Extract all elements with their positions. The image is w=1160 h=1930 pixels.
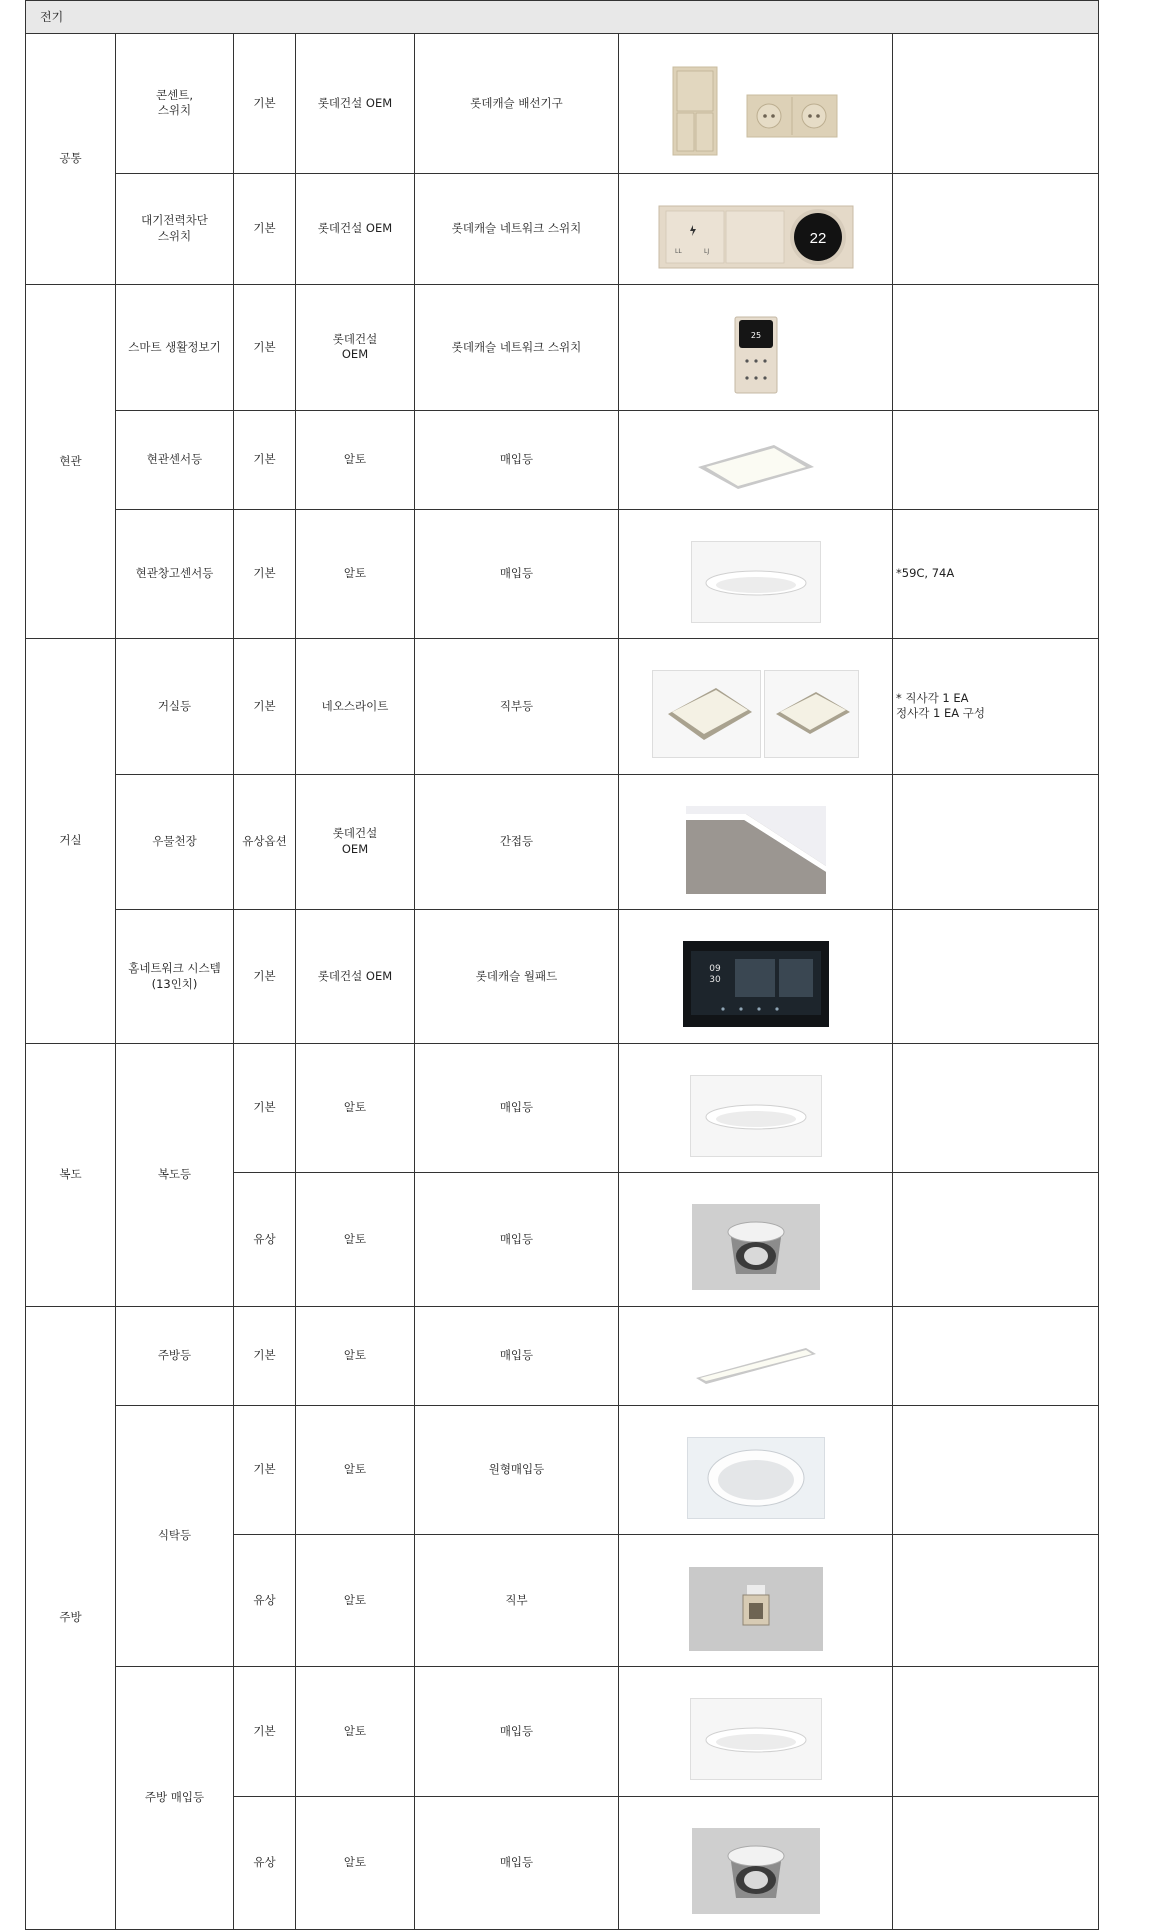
supplier-cell: 롯데건설 OEM <box>296 285 415 411</box>
desc-cell: 직부 <box>415 1535 619 1667</box>
desc-cell: 매입등 <box>415 1667 619 1797</box>
image-cell <box>619 910 893 1044</box>
image-cell <box>619 1796 893 1930</box>
note-cell <box>893 1306 1099 1405</box>
smart-info-panel-icon <box>734 301 778 410</box>
grade-cell: 유상 <box>234 1535 296 1667</box>
image-cell <box>619 1667 893 1797</box>
thermostat-display: 22 <box>809 229 826 247</box>
image-cell <box>619 1043 893 1173</box>
table-row <box>26 1306 1099 1405</box>
note-cell <box>893 1043 1099 1173</box>
supplier-cell: 알토 <box>296 1535 415 1667</box>
note-cell <box>893 1667 1099 1797</box>
grade-cell: 유상 <box>234 1796 296 1930</box>
table-row <box>26 639 1099 775</box>
electrical-spec-table <box>25 0 1099 1930</box>
switch-outlet-icon <box>671 50 841 173</box>
supplier-cell: 알토 <box>296 1796 415 1930</box>
svg-text:LJ: LJ <box>703 247 709 255</box>
desc-cell: 매입등 <box>415 1796 619 1930</box>
note-cell <box>893 410 1099 509</box>
svg-text:LL: LL <box>674 247 682 255</box>
image-cell <box>619 1173 893 1307</box>
desc-cell: 매입등 <box>415 1043 619 1173</box>
item-cell: 홈네트워크 시스템 (13인치) <box>116 910 234 1044</box>
linear-panel-light-icon <box>694 1326 818 1401</box>
supplier-cell: 롯데건설 OEM <box>296 173 415 285</box>
supplier-cell: 네오스라이트 <box>296 639 415 775</box>
note-cell <box>893 910 1099 1044</box>
standby-power-switch-panel-icon <box>658 189 854 284</box>
image-cell <box>619 1405 893 1535</box>
image-cell <box>619 1535 893 1667</box>
note-cell: *59C, 74A <box>893 509 1099 639</box>
desc-cell: 롯데캐슬 네트워크 스위치 <box>415 173 619 285</box>
supplier-cell: 알토 <box>296 1405 415 1535</box>
desc-cell: 매입등 <box>415 410 619 509</box>
ceiling-light-pair-icon <box>652 655 860 774</box>
item-cell: 콘센트, 스위치 <box>116 34 234 174</box>
image-cell <box>619 774 893 910</box>
table-row <box>26 910 1099 1044</box>
desc-cell: 롯데캐슬 네트워크 스위치 <box>415 285 619 411</box>
supplier-cell: 알토 <box>296 509 415 639</box>
note-cell <box>893 173 1099 285</box>
supplier-cell: 롯데건설 OEM <box>296 34 415 174</box>
supplier-cell: 알토 <box>296 1306 415 1405</box>
cove-ceiling-light-icon <box>686 790 826 909</box>
square-panel-light-icon <box>694 428 818 507</box>
note-cell <box>893 1796 1099 1930</box>
supplier-cell: 알토 <box>296 410 415 509</box>
round-downlight-icon <box>690 1059 822 1172</box>
room-cell: 현관 <box>26 285 116 639</box>
room-cell: 거실 <box>26 639 116 1044</box>
item-cell: 대기전력차단 스위치 <box>116 173 234 285</box>
image-cell <box>619 34 893 174</box>
item-cell: 스마트 생활정보기 <box>116 285 234 411</box>
grade-cell: 기본 <box>234 1667 296 1797</box>
grade-cell: 기본 <box>234 173 296 285</box>
grade-cell: 기본 <box>234 34 296 174</box>
section-title: 전기 <box>26 1 1099 34</box>
item-cell: 현관창고센서등 <box>116 509 234 639</box>
room-cell: 공통 <box>26 34 116 285</box>
table-row <box>26 34 1099 174</box>
grade-cell: 기본 <box>234 1306 296 1405</box>
item-cell: 현관센서등 <box>116 410 234 509</box>
desc-cell: 직부등 <box>415 639 619 775</box>
surface-spot-light-icon <box>689 1551 823 1666</box>
item-cell: 복도등 <box>116 1043 234 1306</box>
note-cell <box>893 1405 1099 1535</box>
table-row <box>26 1043 1099 1173</box>
supplier-cell: 롯데건설 OEM <box>296 774 415 910</box>
grade-cell: 유상옵션 <box>234 774 296 910</box>
supplier-cell: 알토 <box>296 1173 415 1307</box>
image-cell <box>619 410 893 509</box>
note-cell: * 직사각 1 EA 정사각 1 EA 구성 <box>893 639 1099 775</box>
thermo-readout: 25 <box>750 331 761 341</box>
note-cell <box>893 285 1099 411</box>
wallpad-screen-icon <box>683 926 829 1043</box>
grade-cell: 유상 <box>234 1173 296 1307</box>
table-row <box>26 509 1099 639</box>
desc-cell: 롯데캐슬 월패드 <box>415 910 619 1044</box>
note-cell <box>893 34 1099 174</box>
image-cell <box>619 173 893 285</box>
table-row <box>26 285 1099 411</box>
item-cell: 식탁등 <box>116 1405 234 1666</box>
note-cell <box>893 1173 1099 1307</box>
image-cell <box>619 1306 893 1405</box>
note-cell <box>893 1535 1099 1667</box>
table-row <box>26 173 1099 285</box>
supplier-cell: 롯데건설 OEM <box>296 910 415 1044</box>
chrome-downlight-icon <box>692 1812 820 1929</box>
desc-cell: 원형매입등 <box>415 1405 619 1535</box>
grade-cell: 기본 <box>234 639 296 775</box>
grade-cell: 기본 <box>234 285 296 411</box>
supplier-cell: 알토 <box>296 1043 415 1173</box>
room-cell: 복도 <box>26 1043 116 1306</box>
item-cell: 주방 매입등 <box>116 1667 234 1930</box>
note-cell <box>893 774 1099 910</box>
desc-cell: 롯데캐슬 배선기구 <box>415 34 619 174</box>
grade-cell: 기본 <box>234 910 296 1044</box>
item-cell: 주방등 <box>116 1306 234 1405</box>
chrome-downlight-icon <box>692 1189 820 1306</box>
item-cell: 거실등 <box>116 639 234 775</box>
desc-cell: 매입등 <box>415 509 619 639</box>
grade-cell: 기본 <box>234 1043 296 1173</box>
image-cell <box>619 285 893 411</box>
table-row <box>26 410 1099 509</box>
svg-text:30: 30 <box>708 975 721 986</box>
round-downlight-icon <box>691 525 821 638</box>
table-row <box>26 774 1099 910</box>
table-row <box>26 1667 1099 1797</box>
item-cell: 우물천장 <box>116 774 234 910</box>
grade-cell: 기본 <box>234 509 296 639</box>
grade-cell: 기본 <box>234 1405 296 1535</box>
round-downlight-icon <box>690 1683 822 1796</box>
supplier-cell: 알토 <box>296 1667 415 1797</box>
desc-cell: 매입등 <box>415 1173 619 1307</box>
round-recessed-light-icon <box>687 1421 825 1534</box>
grade-cell: 기본 <box>234 410 296 509</box>
image-cell <box>619 639 893 775</box>
image-cell <box>619 509 893 639</box>
desc-cell: 간접등 <box>415 774 619 910</box>
desc-cell: 매입등 <box>415 1306 619 1405</box>
table-row <box>26 1405 1099 1535</box>
room-cell: 주방 <box>26 1306 116 1929</box>
svg-text:09: 09 <box>708 964 721 975</box>
